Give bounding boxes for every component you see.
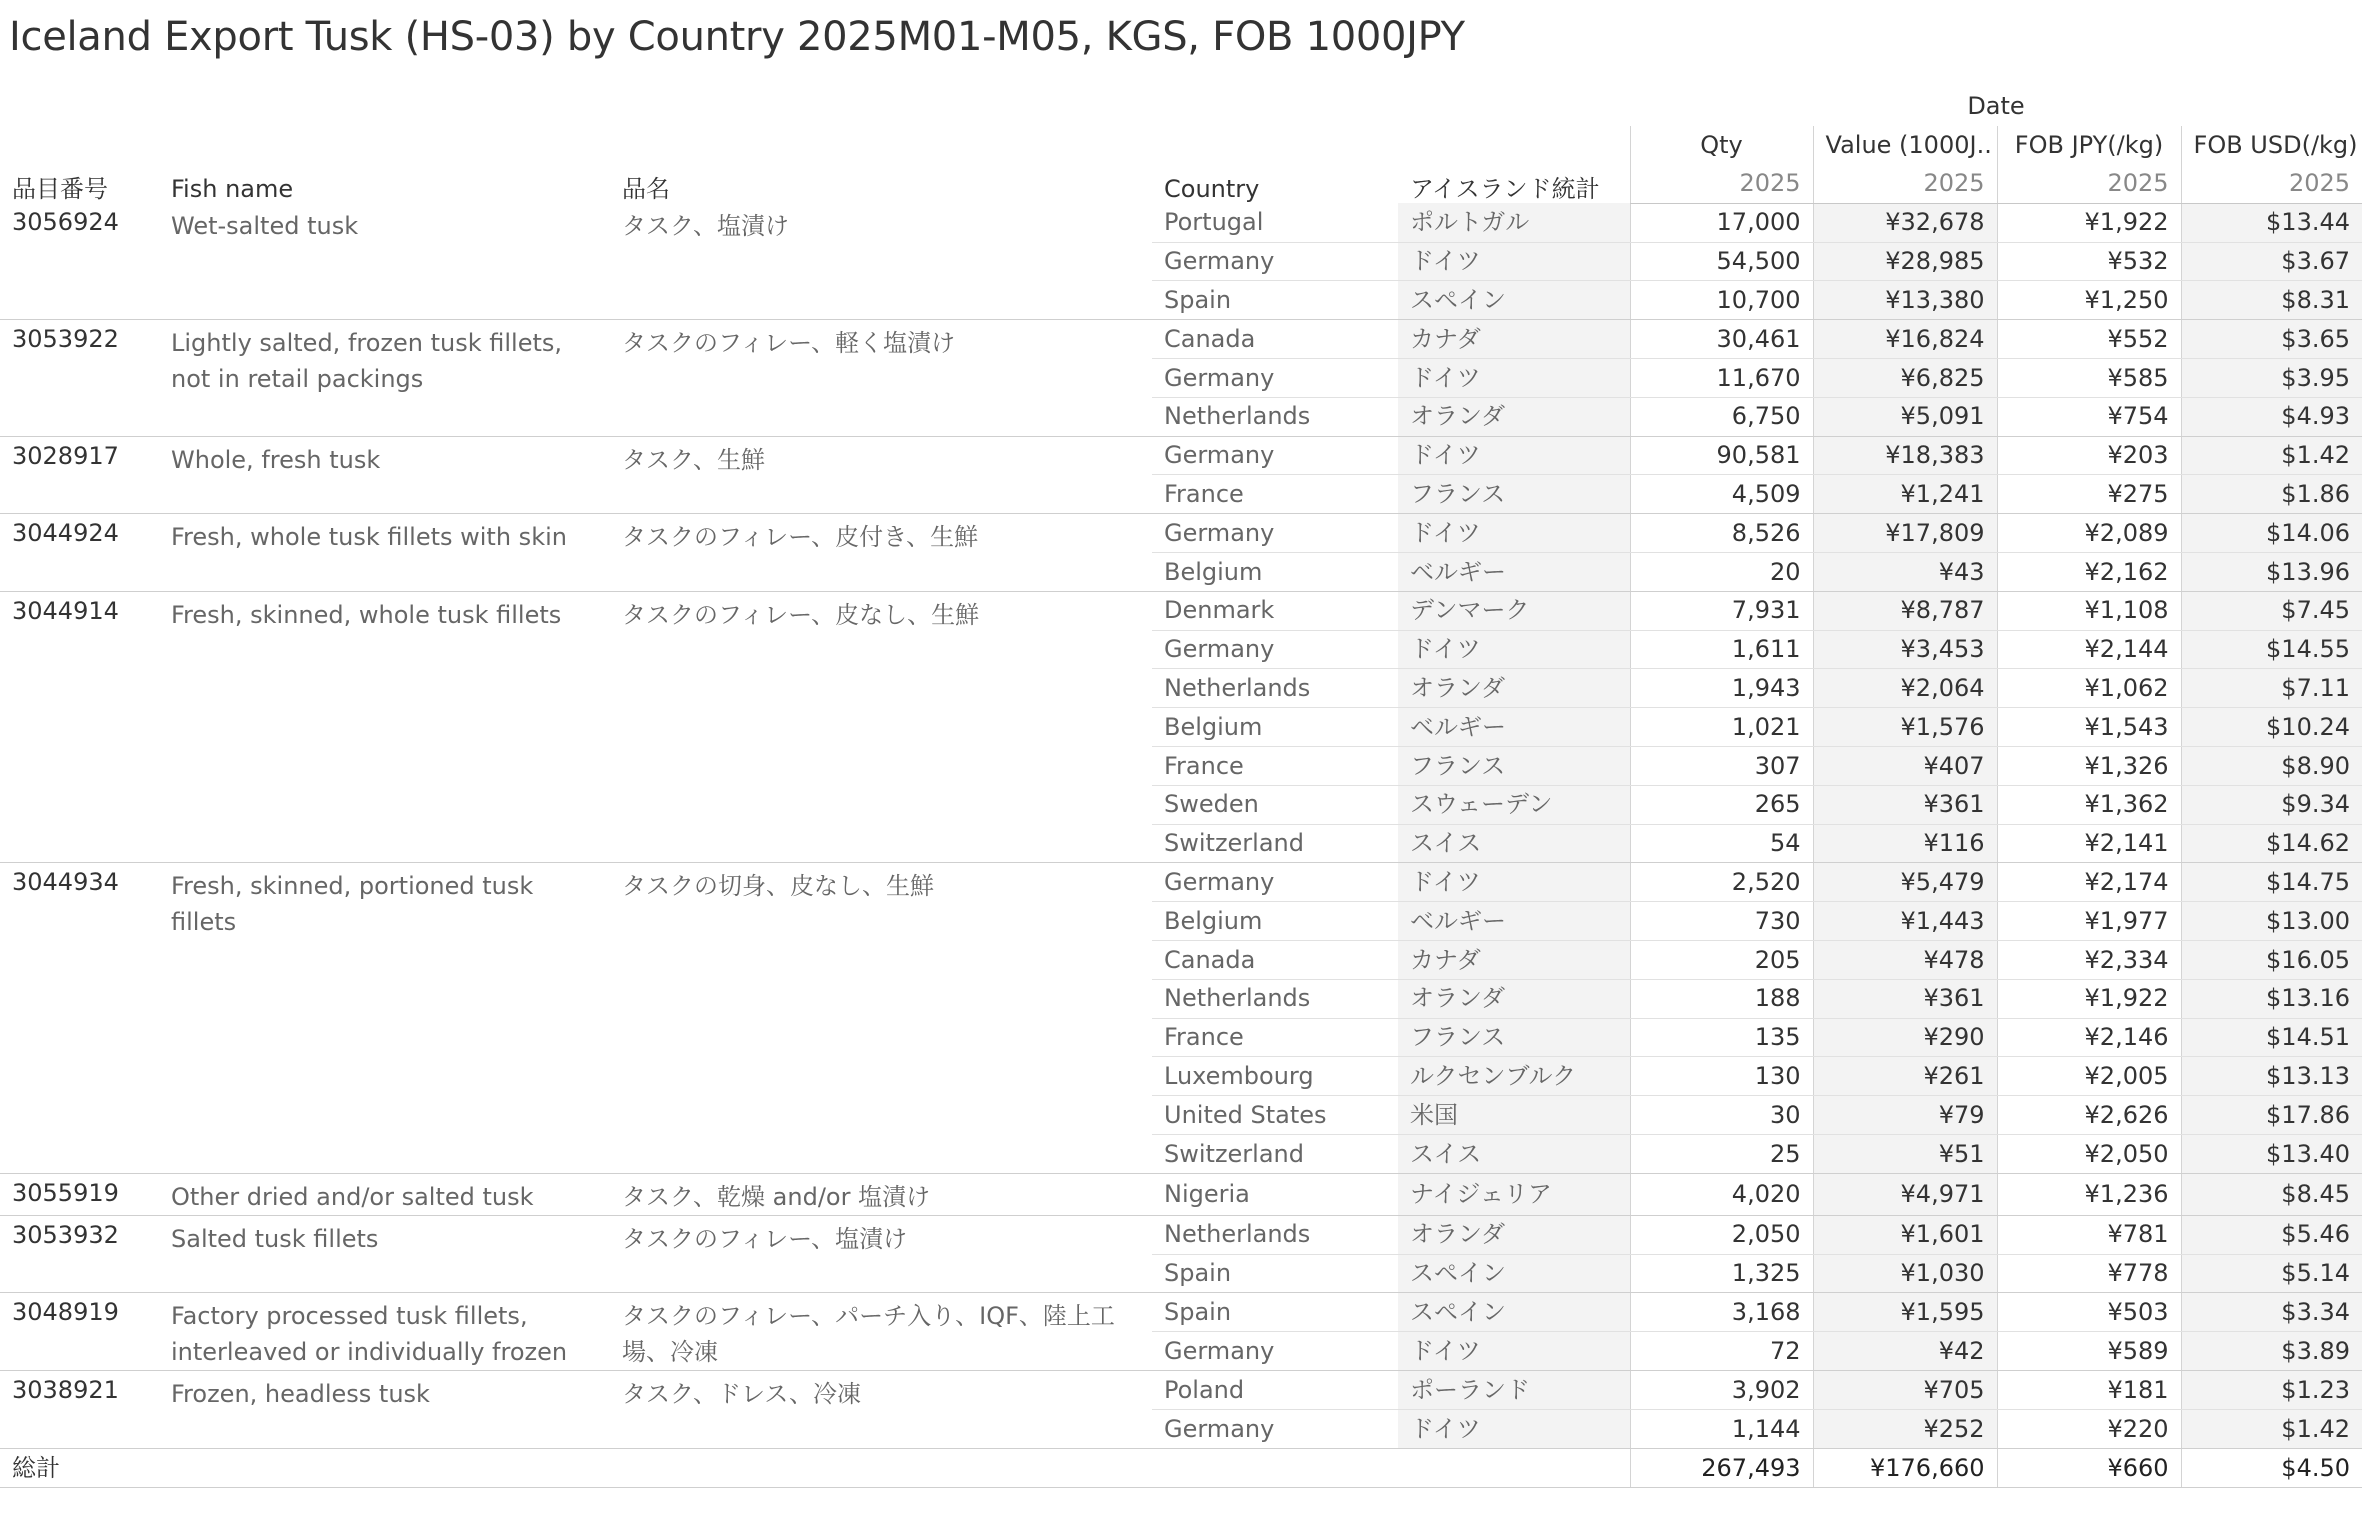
- col-header-jp-name[interactable]: 品名: [622, 174, 670, 203]
- fob-usd-cell[interactable]: $14.51: [2181, 1018, 2362, 1057]
- table-row: [0, 1173, 2362, 1215]
- country-cell[interactable]: Germany: [1152, 359, 1398, 398]
- qty-cell[interactable]: 265: [1630, 785, 1813, 824]
- fob-usd-cell[interactable]: $4.93: [2181, 397, 2362, 436]
- col-header-fish-name[interactable]: Fish name: [171, 174, 294, 203]
- fob-jpy-cell[interactable]: ¥2,146: [1997, 1018, 2181, 1057]
- col-header-country[interactable]: Country: [1164, 174, 1260, 203]
- country-jp-cell[interactable]: ルクセンブルク: [1398, 1057, 1630, 1096]
- fob-usd-cell[interactable]: $1.42: [2181, 1410, 2362, 1449]
- col-header-hs-code[interactable]: 品目番号: [12, 174, 108, 203]
- table-row: [0, 514, 2362, 553]
- country-cell[interactable]: Switzerland: [1152, 1135, 1398, 1174]
- fob-usd-cell[interactable]: $14.55: [2181, 630, 2362, 669]
- fob-jpy-cell[interactable]: ¥2,144: [1997, 630, 2181, 669]
- country-jp-cell[interactable]: ドイツ: [1398, 630, 1630, 669]
- fob-jpy-cell[interactable]: ¥1,062: [1997, 669, 2181, 708]
- qty-cell[interactable]: 54,500: [1630, 242, 1813, 281]
- fish-name-cell[interactable]: Factory processed tusk fillets, interleaved or individually frozen: [159, 1293, 610, 1371]
- fob-jpy-cell[interactable]: ¥585: [1997, 359, 2181, 398]
- crosstab-table: [0, 87, 2362, 1488]
- value-cell[interactable]: ¥1,443: [1813, 902, 1997, 941]
- fob-jpy-cell[interactable]: ¥1,922: [1997, 203, 2181, 242]
- jp-name-cell[interactable]: タスクのフィレー、皮付き、生鮮: [610, 514, 1152, 592]
- hs-code-cell[interactable]: 3038921: [0, 1371, 159, 1449]
- qty-cell[interactable]: 2,520: [1630, 863, 1813, 902]
- fob-jpy-cell[interactable]: ¥754: [1997, 397, 2181, 436]
- table-row: [0, 1293, 2362, 1332]
- fob-jpy-cell[interactable]: ¥2,162: [1997, 553, 2181, 592]
- fob-usd-cell[interactable]: $13.16: [2181, 979, 2362, 1018]
- country-cell[interactable]: Germany: [1152, 630, 1398, 669]
- fob-usd-cell[interactable]: $13.40: [2181, 1135, 2362, 1174]
- total-fob-usd-cell[interactable]: $4.50: [2181, 1449, 2362, 1488]
- country-jp-cell[interactable]: カナダ: [1398, 320, 1630, 359]
- country-jp-cell[interactable]: スペイン: [1398, 1293, 1630, 1332]
- fob-jpy-cell[interactable]: ¥1,250: [1997, 281, 2181, 320]
- fish-name-cell[interactable]: Fresh, whole tusk fillets with skin: [159, 514, 610, 592]
- qty-cell[interactable]: 17,000: [1630, 203, 1813, 242]
- qty-cell[interactable]: 20: [1630, 553, 1813, 592]
- country-cell[interactable]: France: [1152, 475, 1398, 514]
- fob-jpy-cell[interactable]: ¥778: [1997, 1254, 2181, 1293]
- qty-cell[interactable]: 1,325: [1630, 1254, 1813, 1293]
- jp-name-cell[interactable]: タスクのフィレー、パーチ入り、IQF、陸上工場、冷凍: [610, 1293, 1152, 1371]
- total-fob-jpy-cell[interactable]: ¥660: [1997, 1449, 2181, 1488]
- fish-name-cell[interactable]: Wet-salted tusk: [159, 203, 610, 319]
- fob-usd-cell[interactable]: $1.86: [2181, 475, 2362, 514]
- country-jp-cell[interactable]: ベルギー: [1398, 553, 1630, 592]
- fish-name-cell[interactable]: Lightly salted, frozen tusk fillets, not in retail packings: [159, 320, 610, 436]
- grand-total-row: [0, 1449, 2362, 1488]
- value-cell[interactable]: ¥6,825: [1813, 359, 1997, 398]
- fob-jpy-cell[interactable]: ¥181: [1997, 1371, 2181, 1410]
- value-cell[interactable]: ¥705: [1813, 1371, 1997, 1410]
- qty-cell[interactable]: 10,700: [1630, 281, 1813, 320]
- value-cell[interactable]: ¥51: [1813, 1135, 1997, 1174]
- col-header-country-jp[interactable]: アイスランド統計: [1410, 174, 1600, 203]
- value-cell[interactable]: ¥361: [1813, 979, 1997, 1018]
- value-cell[interactable]: ¥17,809: [1813, 514, 1997, 553]
- fob-usd-cell[interactable]: $16.05: [2181, 941, 2362, 980]
- hs-code-cell[interactable]: 3053932: [0, 1215, 159, 1293]
- country-cell[interactable]: Canada: [1152, 320, 1398, 359]
- qty-cell[interactable]: 7,931: [1630, 591, 1813, 630]
- country-cell[interactable]: France: [1152, 747, 1398, 786]
- hs-code-cell[interactable]: 3044924: [0, 514, 159, 592]
- fob-jpy-cell[interactable]: ¥2,141: [1997, 824, 2181, 863]
- country-jp-cell[interactable]: ベルギー: [1398, 708, 1630, 747]
- table-row: [0, 863, 2362, 902]
- country-cell[interactable]: Belgium: [1152, 902, 1398, 941]
- country-jp-cell[interactable]: フランス: [1398, 475, 1630, 514]
- country-cell[interactable]: Luxembourg: [1152, 1057, 1398, 1096]
- qty-cell[interactable]: 4,020: [1630, 1173, 1813, 1215]
- fish-name-cell[interactable]: Fresh, skinned, whole tusk fillets: [159, 591, 610, 863]
- country-jp-cell[interactable]: ドイツ: [1398, 436, 1630, 475]
- fob-usd-cell[interactable]: $3.34: [2181, 1293, 2362, 1332]
- value-cell[interactable]: ¥1,030: [1813, 1254, 1997, 1293]
- country-jp-cell[interactable]: ポルトガル: [1398, 203, 1630, 242]
- qty-cell[interactable]: 3,902: [1630, 1371, 1813, 1410]
- measure-header-qty[interactable]: Qty: [1630, 126, 1813, 165]
- value-cell[interactable]: ¥4,971: [1813, 1173, 1997, 1215]
- jp-name-cell[interactable]: タスクのフィレー、塩漬け: [610, 1215, 1152, 1293]
- fob-jpy-cell[interactable]: ¥2,089: [1997, 514, 2181, 553]
- year-header-fob-usd[interactable]: 2025: [2181, 165, 2362, 204]
- fob-jpy-cell[interactable]: ¥1,922: [1997, 979, 2181, 1018]
- value-cell[interactable]: ¥290: [1813, 1018, 1997, 1057]
- fob-usd-cell[interactable]: $8.90: [2181, 747, 2362, 786]
- year-header-value[interactable]: 2025: [1813, 165, 1997, 204]
- country-cell[interactable]: Germany: [1152, 242, 1398, 281]
- fob-usd-cell[interactable]: $17.86: [2181, 1096, 2362, 1135]
- fob-usd-cell[interactable]: $8.31: [2181, 281, 2362, 320]
- country-cell[interactable]: Germany: [1152, 863, 1398, 902]
- value-cell[interactable]: ¥32,678: [1813, 203, 1997, 242]
- value-cell[interactable]: ¥5,479: [1813, 863, 1997, 902]
- fob-usd-cell[interactable]: $13.96: [2181, 553, 2362, 592]
- fob-jpy-cell[interactable]: ¥1,236: [1997, 1173, 2181, 1215]
- hs-code-cell[interactable]: 3055919: [0, 1173, 159, 1215]
- fob-usd-cell[interactable]: $3.95: [2181, 359, 2362, 398]
- country-cell[interactable]: Spain: [1152, 1254, 1398, 1293]
- year-header-fob-jpy[interactable]: 2025: [1997, 165, 2181, 204]
- header-spacer: [0, 87, 1630, 126]
- qty-cell[interactable]: 730: [1630, 902, 1813, 941]
- country-jp-cell[interactable]: カナダ: [1398, 941, 1630, 980]
- jp-name-cell[interactable]: タスク、生鮮: [610, 436, 1152, 514]
- qty-cell[interactable]: 30: [1630, 1096, 1813, 1135]
- hs-code-cell[interactable]: 3053922: [0, 320, 159, 436]
- qty-cell[interactable]: 25: [1630, 1135, 1813, 1174]
- measure-header-fob-jpy[interactable]: FOB JPY(/kg): [1997, 126, 2181, 165]
- country-jp-cell[interactable]: スウェーデン: [1398, 785, 1630, 824]
- country-cell[interactable]: Portugal: [1152, 203, 1398, 242]
- fob-jpy-cell[interactable]: ¥532: [1997, 242, 2181, 281]
- country-jp-cell[interactable]: ベルギー: [1398, 902, 1630, 941]
- country-jp-cell[interactable]: ドイツ: [1398, 1410, 1630, 1449]
- value-cell[interactable]: ¥1,576: [1813, 708, 1997, 747]
- country-cell[interactable]: Sweden: [1152, 785, 1398, 824]
- jp-name-cell[interactable]: タスクの切身、皮なし、生鮮: [610, 863, 1152, 1173]
- fish-name-cell[interactable]: Frozen, headless tusk: [159, 1371, 610, 1449]
- value-cell[interactable]: ¥13,380: [1813, 281, 1997, 320]
- fob-jpy-cell[interactable]: ¥589: [1997, 1332, 2181, 1371]
- country-cell[interactable]: Germany: [1152, 1332, 1398, 1371]
- country-jp-cell[interactable]: ドイツ: [1398, 863, 1630, 902]
- country-jp-cell[interactable]: スペイン: [1398, 281, 1630, 320]
- fob-jpy-cell[interactable]: ¥781: [1997, 1215, 2181, 1254]
- country-cell[interactable]: Poland: [1152, 1371, 1398, 1410]
- country-jp-cell[interactable]: ドイツ: [1398, 1332, 1630, 1371]
- fob-jpy-cell[interactable]: ¥2,174: [1997, 863, 2181, 902]
- country-jp-cell[interactable]: ドイツ: [1398, 359, 1630, 398]
- fob-usd-cell[interactable]: $1.42: [2181, 436, 2362, 475]
- grand-total-label[interactable]: 総計: [0, 1449, 1630, 1488]
- year-header-qty[interactable]: 2025: [1630, 165, 1813, 204]
- country-jp-cell[interactable]: ドイツ: [1398, 514, 1630, 553]
- qty-cell[interactable]: 2,050: [1630, 1215, 1813, 1254]
- country-cell[interactable]: Belgium: [1152, 553, 1398, 592]
- fob-jpy-cell[interactable]: ¥1,108: [1997, 591, 2181, 630]
- qty-cell[interactable]: 1,611: [1630, 630, 1813, 669]
- fob-jpy-cell[interactable]: ¥2,005: [1997, 1057, 2181, 1096]
- country-jp-cell[interactable]: オランダ: [1398, 397, 1630, 436]
- value-cell[interactable]: ¥261: [1813, 1057, 1997, 1096]
- table-row: [0, 1371, 2362, 1410]
- country-cell[interactable]: Germany: [1152, 514, 1398, 553]
- hs-code-cell[interactable]: 3056924: [0, 203, 159, 319]
- value-cell[interactable]: ¥478: [1813, 941, 1997, 980]
- country-jp-cell[interactable]: デンマーク: [1398, 591, 1630, 630]
- table-row: [0, 320, 2362, 359]
- country-cell[interactable]: France: [1152, 1018, 1398, 1057]
- date-header[interactable]: Date: [1967, 92, 2025, 120]
- fish-name-cell[interactable]: Fresh, skinned, portioned tusk fillets: [159, 863, 610, 1173]
- jp-name-cell[interactable]: タスクのフィレー、皮なし、生鮮: [610, 591, 1152, 863]
- country-cell[interactable]: Switzerland: [1152, 824, 1398, 863]
- qty-cell[interactable]: 4,509: [1630, 475, 1813, 514]
- qty-cell[interactable]: 1,021: [1630, 708, 1813, 747]
- country-jp-cell[interactable]: スイス: [1398, 1135, 1630, 1174]
- country-jp-cell[interactable]: ドイツ: [1398, 242, 1630, 281]
- country-jp-cell[interactable]: スペイン: [1398, 1254, 1630, 1293]
- fob-usd-cell[interactable]: $1.23: [2181, 1371, 2362, 1410]
- country-cell[interactable]: United States: [1152, 1096, 1398, 1135]
- fob-jpy-cell[interactable]: ¥503: [1997, 1293, 2181, 1332]
- value-cell[interactable]: ¥8,787: [1813, 591, 1997, 630]
- country-jp-cell[interactable]: 米国: [1398, 1096, 1630, 1135]
- country-cell[interactable]: Netherlands: [1152, 397, 1398, 436]
- fob-jpy-cell[interactable]: ¥1,543: [1997, 708, 2181, 747]
- table-row: [0, 1215, 2362, 1254]
- value-cell[interactable]: ¥79: [1813, 1096, 1997, 1135]
- value-cell[interactable]: ¥16,824: [1813, 320, 1997, 359]
- fob-jpy-cell[interactable]: ¥2,334: [1997, 941, 2181, 980]
- country-cell[interactable]: Netherlands: [1152, 979, 1398, 1018]
- hs-code-cell[interactable]: 3048919: [0, 1293, 159, 1371]
- value-cell[interactable]: ¥1,595: [1813, 1293, 1997, 1332]
- fob-usd-cell[interactable]: $7.11: [2181, 669, 2362, 708]
- fish-name-cell[interactable]: Whole, fresh tusk: [159, 436, 610, 514]
- value-cell[interactable]: ¥18,383: [1813, 436, 1997, 475]
- fob-usd-cell[interactable]: $14.62: [2181, 824, 2362, 863]
- value-cell[interactable]: ¥116: [1813, 824, 1997, 863]
- country-cell[interactable]: Germany: [1152, 1410, 1398, 1449]
- hs-code-cell[interactable]: 3044914: [0, 591, 159, 863]
- qty-cell[interactable]: 11,670: [1630, 359, 1813, 398]
- fob-jpy-cell[interactable]: ¥2,050: [1997, 1135, 2181, 1174]
- hs-code-cell[interactable]: 3028917: [0, 436, 159, 514]
- hs-code-cell[interactable]: 3044934: [0, 863, 159, 1173]
- fob-jpy-cell[interactable]: ¥203: [1997, 436, 2181, 475]
- country-jp-cell[interactable]: フランス: [1398, 747, 1630, 786]
- crosstab-body: [0, 203, 2362, 1487]
- qty-cell[interactable]: 90,581: [1630, 436, 1813, 475]
- value-cell[interactable]: ¥42: [1813, 1332, 1997, 1371]
- country-cell[interactable]: Netherlands: [1152, 1215, 1398, 1254]
- table-row: [0, 203, 2362, 242]
- qty-cell[interactable]: 130: [1630, 1057, 1813, 1096]
- qty-cell[interactable]: 188: [1630, 979, 1813, 1018]
- value-cell[interactable]: ¥43: [1813, 553, 1997, 592]
- measure-header-fob-usd[interactable]: FOB USD(/kg): [2181, 126, 2362, 165]
- fob-usd-cell[interactable]: $3.67: [2181, 242, 2362, 281]
- qty-cell[interactable]: 1,943: [1630, 669, 1813, 708]
- value-cell[interactable]: ¥28,985: [1813, 242, 1997, 281]
- fob-jpy-cell[interactable]: ¥220: [1997, 1410, 2181, 1449]
- fish-name-cell[interactable]: Other dried and/or salted tusk: [159, 1173, 610, 1215]
- qty-cell[interactable]: 3,168: [1630, 1293, 1813, 1332]
- measure-header-value[interactable]: Value (1000J..: [1813, 126, 1997, 165]
- value-cell[interactable]: ¥361: [1813, 785, 1997, 824]
- total-value-cell[interactable]: ¥176,660: [1813, 1449, 1997, 1488]
- fob-jpy-cell[interactable]: ¥2,626: [1997, 1096, 2181, 1135]
- country-jp-cell[interactable]: ポーランド: [1398, 1371, 1630, 1410]
- country-cell[interactable]: Spain: [1152, 1293, 1398, 1332]
- jp-name-cell[interactable]: タスク、塩漬け: [610, 203, 1152, 319]
- qty-cell[interactable]: 6,750: [1630, 397, 1813, 436]
- qty-cell[interactable]: 72: [1630, 1332, 1813, 1371]
- country-cell[interactable]: Germany: [1152, 436, 1398, 475]
- qty-cell[interactable]: 1,144: [1630, 1410, 1813, 1449]
- value-cell[interactable]: ¥252: [1813, 1410, 1997, 1449]
- qty-cell[interactable]: 30,461: [1630, 320, 1813, 359]
- country-cell[interactable]: Netherlands: [1152, 669, 1398, 708]
- value-cell[interactable]: ¥1,601: [1813, 1215, 1997, 1254]
- country-jp-cell[interactable]: フランス: [1398, 1018, 1630, 1057]
- fob-jpy-cell[interactable]: ¥1,362: [1997, 785, 2181, 824]
- country-cell[interactable]: Belgium: [1152, 708, 1398, 747]
- jp-name-cell[interactable]: タスクのフィレー、軽く塩漬け: [610, 320, 1152, 436]
- country-cell[interactable]: Denmark: [1152, 591, 1398, 630]
- fob-usd-cell[interactable]: $10.24: [2181, 708, 2362, 747]
- fob-usd-cell[interactable]: $3.89: [2181, 1332, 2362, 1371]
- fob-usd-cell[interactable]: $8.45: [2181, 1173, 2362, 1215]
- jp-name-cell[interactable]: タスク、ドレス、冷凍: [610, 1371, 1152, 1449]
- country-cell[interactable]: Canada: [1152, 941, 1398, 980]
- country-jp-cell[interactable]: オランダ: [1398, 979, 1630, 1018]
- country-jp-cell[interactable]: ナイジェリア: [1398, 1173, 1630, 1215]
- fob-jpy-cell[interactable]: ¥275: [1997, 475, 2181, 514]
- country-cell[interactable]: Nigeria: [1152, 1173, 1398, 1215]
- table-row: [0, 436, 2362, 475]
- jp-name-cell[interactable]: タスク、乾燥 and/or 塩漬け: [610, 1173, 1152, 1215]
- country-jp-cell[interactable]: オランダ: [1398, 1215, 1630, 1254]
- value-cell[interactable]: ¥5,091: [1813, 397, 1997, 436]
- fob-jpy-cell[interactable]: ¥1,977: [1997, 902, 2181, 941]
- qty-cell[interactable]: 54: [1630, 824, 1813, 863]
- fob-usd-cell[interactable]: $5.14: [2181, 1254, 2362, 1293]
- page-title: Iceland Export Tusk (HS-03) by Country 2025M01-M05, KGS, FOB 1000JPY: [9, 14, 1465, 60]
- country-jp-cell[interactable]: オランダ: [1398, 669, 1630, 708]
- table-row: [0, 591, 2362, 630]
- fob-jpy-cell[interactable]: ¥1,326: [1997, 747, 2181, 786]
- fob-usd-cell[interactable]: $3.65: [2181, 320, 2362, 359]
- country-jp-cell[interactable]: スイス: [1398, 824, 1630, 863]
- qty-cell[interactable]: 135: [1630, 1018, 1813, 1057]
- fob-usd-cell[interactable]: $14.06: [2181, 514, 2362, 553]
- fob-usd-cell[interactable]: $13.44: [2181, 203, 2362, 242]
- value-cell[interactable]: ¥407: [1813, 747, 1997, 786]
- fob-usd-cell[interactable]: $13.13: [2181, 1057, 2362, 1096]
- country-cell[interactable]: Spain: [1152, 281, 1398, 320]
- fob-usd-cell[interactable]: $9.34: [2181, 785, 2362, 824]
- total-qty-cell[interactable]: 267,493: [1630, 1449, 1813, 1488]
- fob-usd-cell[interactable]: $14.75: [2181, 863, 2362, 902]
- qty-cell[interactable]: 307: [1630, 747, 1813, 786]
- fob-usd-cell[interactable]: $5.46: [2181, 1215, 2362, 1254]
- fob-usd-cell[interactable]: $13.00: [2181, 902, 2362, 941]
- qty-cell[interactable]: 8,526: [1630, 514, 1813, 553]
- value-cell[interactable]: ¥2,064: [1813, 669, 1997, 708]
- fob-usd-cell[interactable]: $7.45: [2181, 591, 2362, 630]
- qty-cell[interactable]: 205: [1630, 941, 1813, 980]
- value-cell[interactable]: ¥1,241: [1813, 475, 1997, 514]
- value-cell[interactable]: ¥3,453: [1813, 630, 1997, 669]
- fish-name-cell[interactable]: Salted tusk fillets: [159, 1215, 610, 1293]
- fob-jpy-cell[interactable]: ¥552: [1997, 320, 2181, 359]
